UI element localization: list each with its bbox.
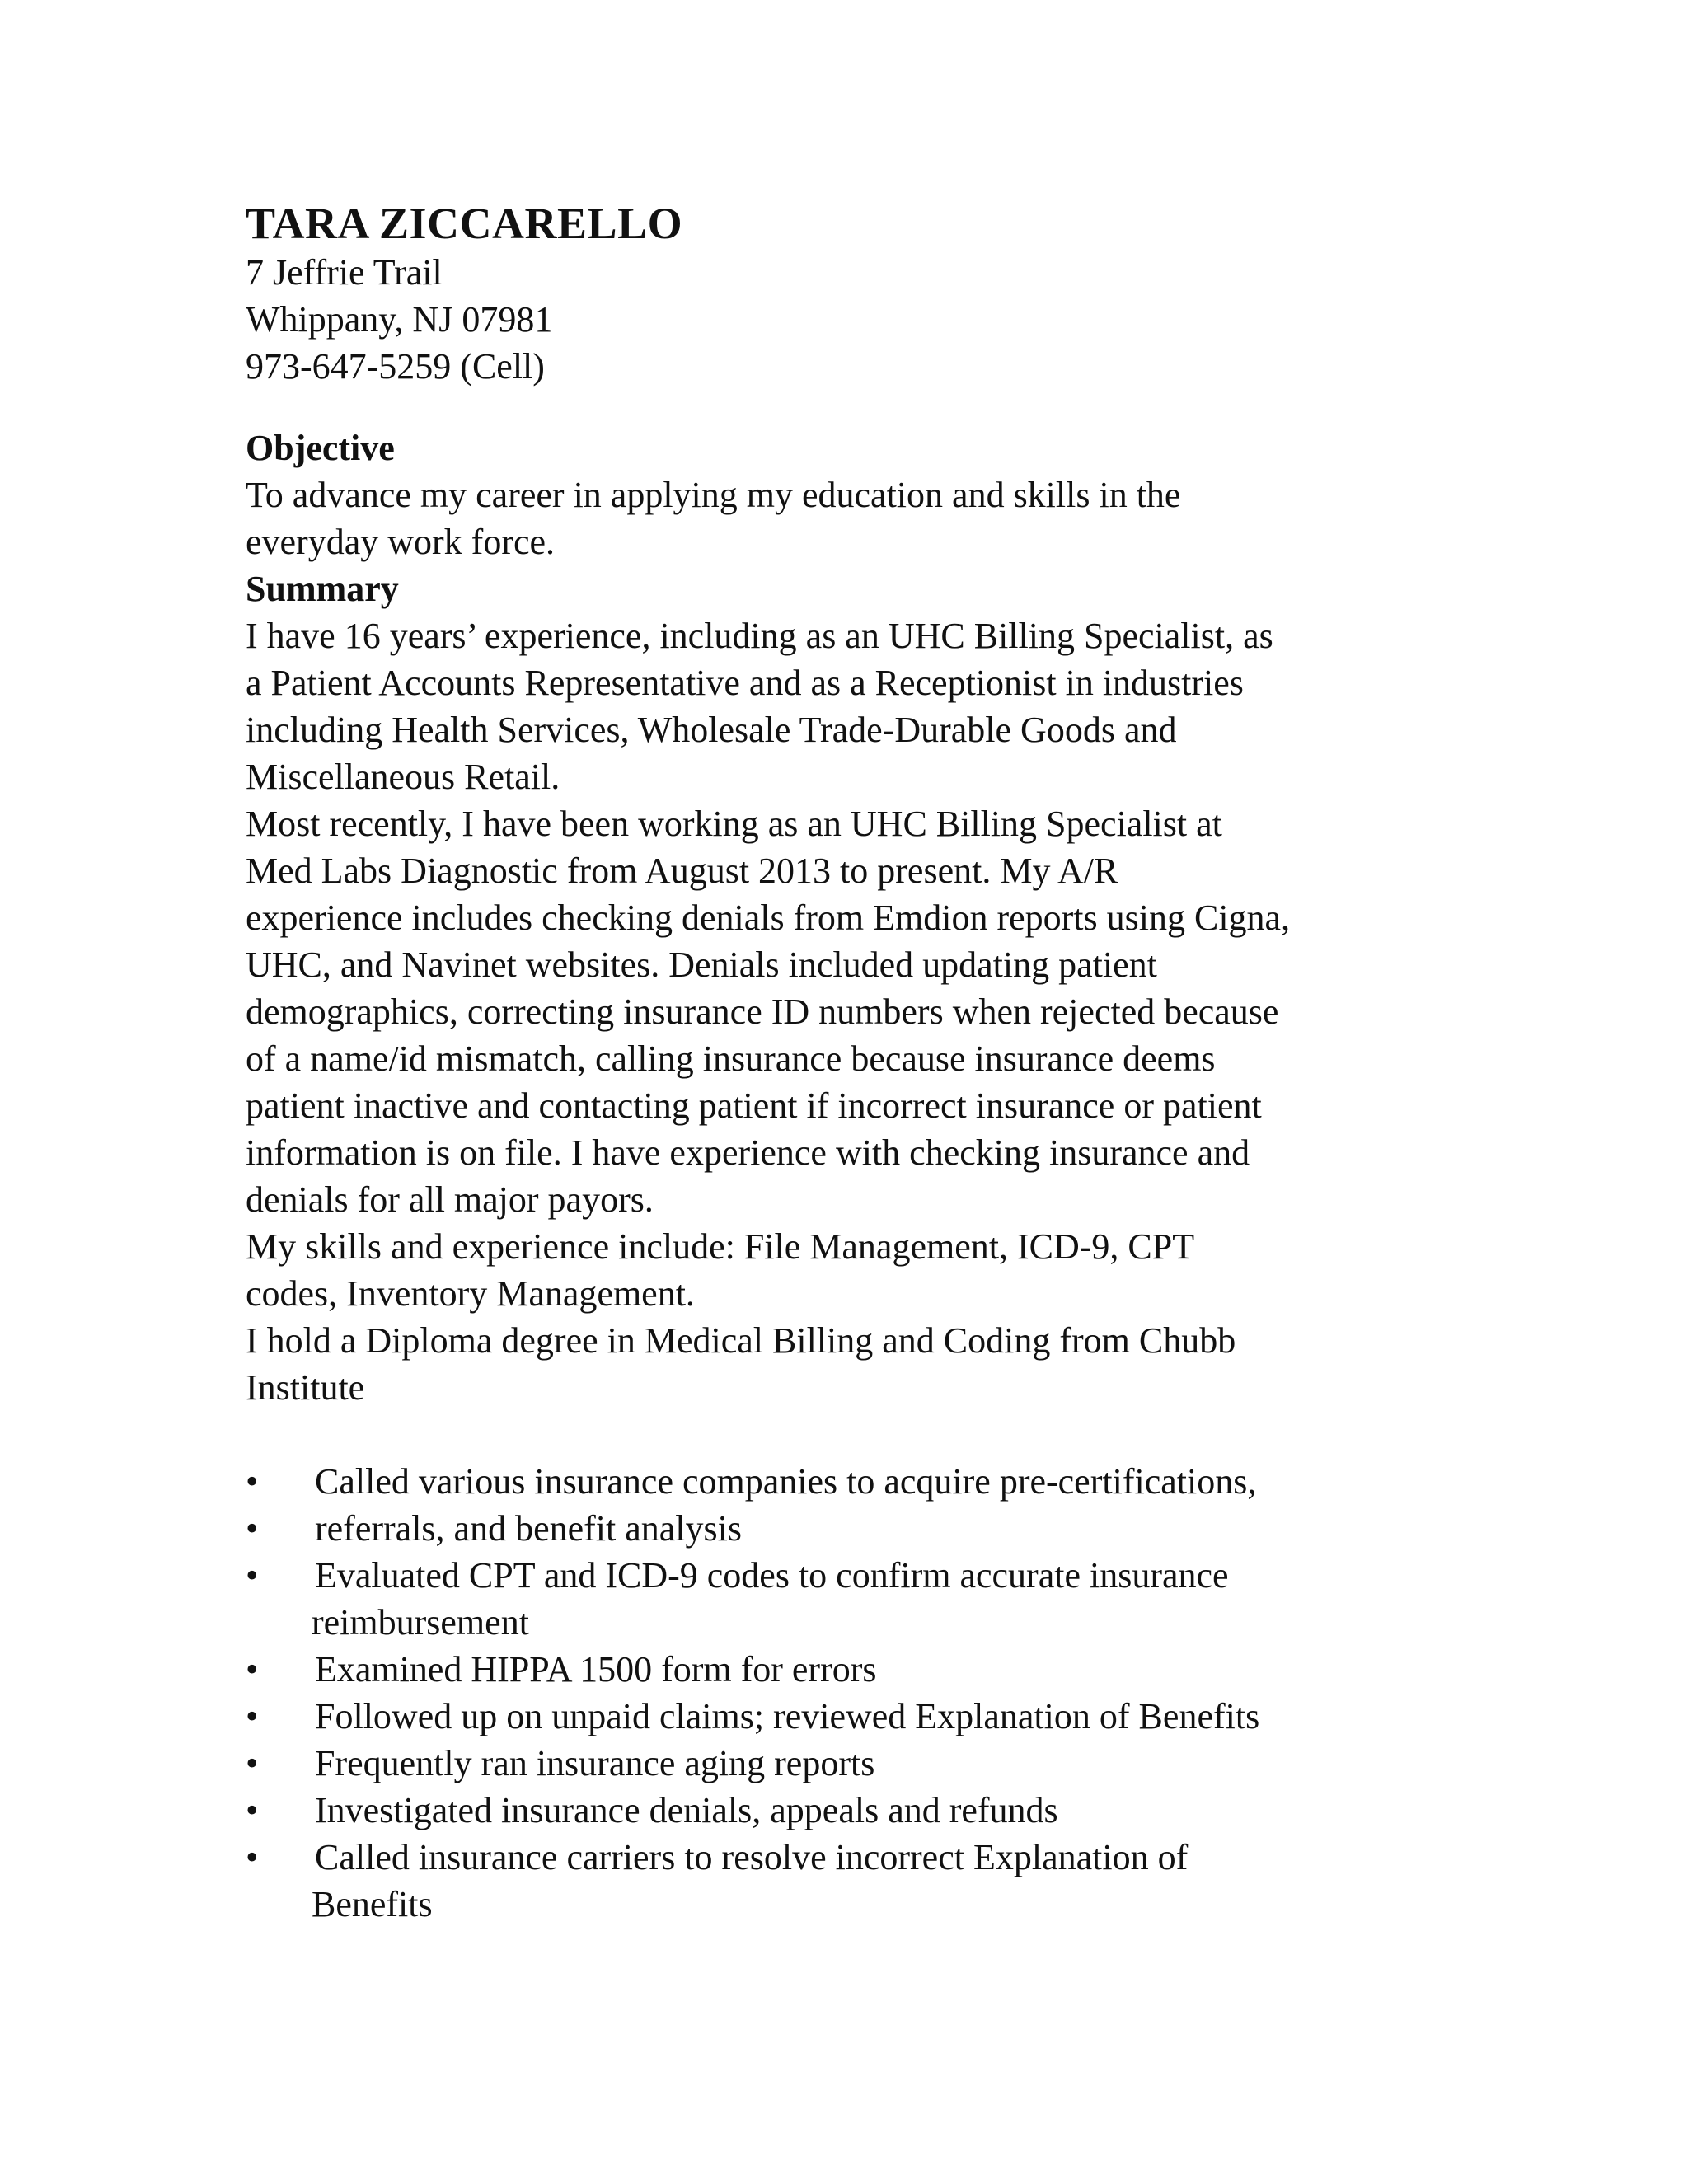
bullet-text: Frequently ran insurance aging reports xyxy=(315,1743,875,1783)
summary-line: information is on file. I have experience with checking insurance and xyxy=(246,1132,1250,1173)
summary-line: I hold a Diploma degree in Medical Billing and Coding from Chubb xyxy=(246,1320,1236,1361)
experience-bullet-list xyxy=(246,1458,1449,1928)
bullet-marker: • xyxy=(246,1461,259,1502)
list-item xyxy=(246,1787,1449,1834)
contact-block xyxy=(246,198,1449,390)
list-item xyxy=(246,1834,1449,1928)
objective-line: To advance my career in applying my education and skills in the xyxy=(246,475,1181,515)
phone-number: 973-647-5259 (Cell) xyxy=(246,346,545,387)
summary-line: experience includes checking denials from Emdion reports using Cigna, xyxy=(246,898,1291,938)
summary-line: of a name/id mismatch, calling insurance because insurance deems xyxy=(246,1038,1216,1079)
bullet-text: Called various insurance companies to acquire pre-certifications, xyxy=(315,1461,1257,1502)
summary-line: demographics, correcting insurance ID numbers when rejected because xyxy=(246,991,1279,1032)
summary-line: Institute xyxy=(246,1367,365,1408)
objective-text xyxy=(246,471,1449,565)
section-gap xyxy=(246,390,1449,424)
candidate-name: TARA ZICCARELLO xyxy=(246,199,683,248)
bullet-text: Investigated insurance denials, appeals and refunds xyxy=(315,1790,1058,1830)
bullet-text: Called insurance carriers to resolve incorrect Explanation of xyxy=(315,1837,1189,1877)
bullet-text: referrals, and benefit analysis xyxy=(315,1508,742,1549)
summary-line: codes, Inventory Management. xyxy=(246,1273,695,1314)
bullet-marker: • xyxy=(246,1743,259,1783)
list-item xyxy=(246,1552,1449,1646)
bullet-text: Evaluated CPT and ICD-9 codes to confirm accurate insurance xyxy=(315,1555,1229,1596)
summary-text xyxy=(246,612,1449,1411)
bullet-text: Followed up on unpaid claims; reviewed Explanation of Benefits xyxy=(315,1696,1260,1736)
bullet-text: Examined HIPPA 1500 form for errors xyxy=(315,1649,877,1690)
summary-line: denials for all major payors. xyxy=(246,1179,654,1220)
resume-page xyxy=(246,198,1449,1928)
summary-line: a Patient Accounts Representative and as a Receptionist in industries xyxy=(246,663,1244,703)
summary-line: Med Labs Diagnostic from August 2013 to present. My A/R xyxy=(246,851,1118,891)
bullet-marker: • xyxy=(246,1555,259,1596)
list-item xyxy=(246,1505,1449,1552)
summary-section xyxy=(246,565,1449,1411)
bullet-continuation: Benefits xyxy=(312,1884,433,1924)
bullet-marker: • xyxy=(246,1508,259,1549)
street-address: 7 Jeffrie Trail xyxy=(246,252,443,293)
list-item xyxy=(246,1693,1449,1740)
objective-line: everyday work force. xyxy=(246,522,556,562)
bullet-marker: • xyxy=(246,1649,259,1690)
bullet-marker: • xyxy=(246,1790,259,1830)
summary-line: UHC, and Navinet websites. Denials included updating patient xyxy=(246,944,1157,985)
bullet-marker: • xyxy=(246,1837,259,1877)
city-state-zip: Whippany, NJ 07981 xyxy=(246,299,553,340)
summary-line: I have 16 years’ experience, including as an UHC Billing Specialist, as xyxy=(246,616,1273,656)
objective-section xyxy=(246,424,1449,565)
objective-heading: Objective xyxy=(246,428,395,468)
list-item xyxy=(246,1646,1449,1693)
bullet-marker: • xyxy=(246,1696,259,1736)
list-item xyxy=(246,1458,1449,1505)
summary-line: Most recently, I have been working as an UHC Billing Specialist at xyxy=(246,804,1222,844)
bullet-continuation: reimbursement xyxy=(312,1602,529,1643)
summary-line: patient inactive and contacting patient if incorrect insurance or patient xyxy=(246,1085,1262,1126)
summary-heading: Summary xyxy=(246,569,399,609)
list-item xyxy=(246,1740,1449,1787)
summary-line: including Health Services, Wholesale Trade-Durable Goods and xyxy=(246,710,1177,750)
summary-line: My skills and experience include: File Management, ICD-9, CPT xyxy=(246,1226,1195,1267)
summary-line: Miscellaneous Retail. xyxy=(246,757,560,797)
